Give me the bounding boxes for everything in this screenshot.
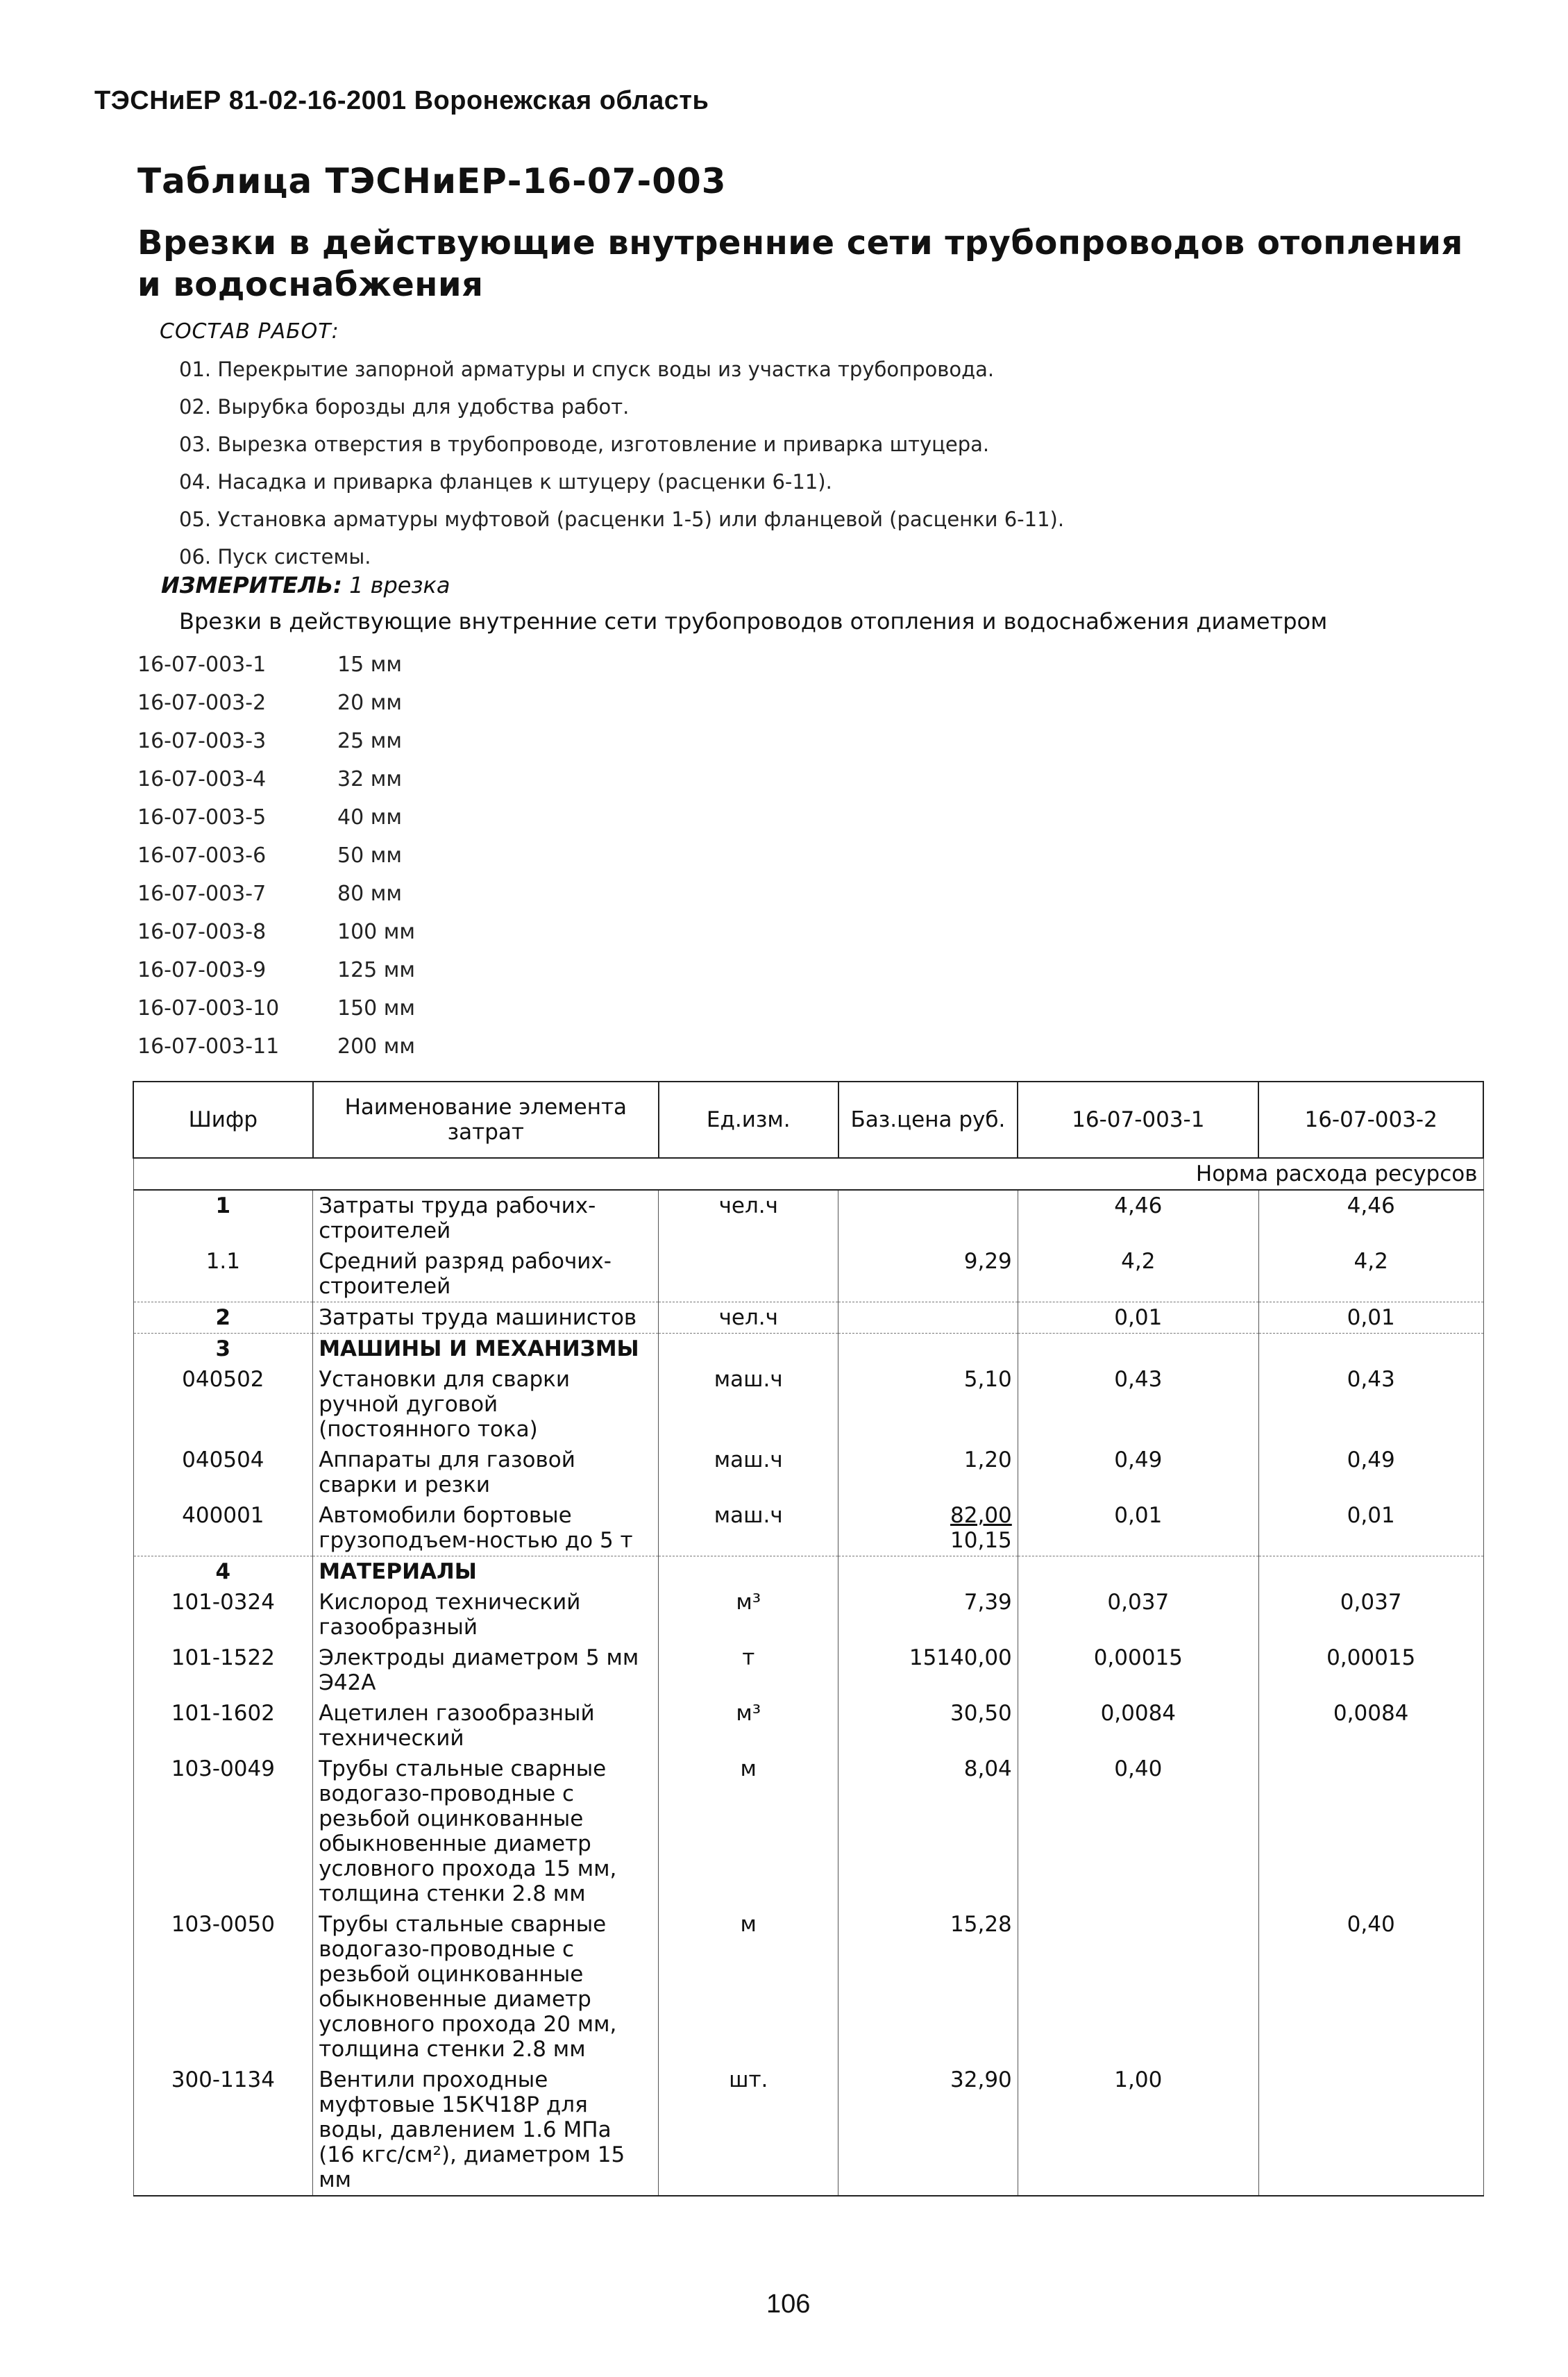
diameter-value: 40 мм xyxy=(337,805,402,830)
diameter-value: 150 мм xyxy=(337,996,416,1020)
cell-v2: 4,2 xyxy=(1258,1246,1483,1302)
table-row xyxy=(133,1246,1483,1302)
measure-value: 1 врезка xyxy=(349,572,450,598)
code-value: 16-07-003-6 xyxy=(137,843,267,868)
cell-code: 300-1134 xyxy=(133,2065,313,2196)
cell-price: 15140,00 xyxy=(838,1643,1018,1698)
cell-price xyxy=(838,1190,1018,1246)
cell-name: Аппараты для газовой сварки и резки xyxy=(313,1445,659,1500)
cell-v1: 0,49 xyxy=(1018,1445,1258,1500)
price-numerator: 82,00 xyxy=(950,1503,1012,1528)
work-item: 06. Пуск системы. xyxy=(179,545,371,569)
table-row xyxy=(133,1698,1483,1754)
table-row xyxy=(133,1556,1483,1588)
cell-v2: 0,01 xyxy=(1258,1302,1483,1334)
cell-unit xyxy=(659,1556,838,1588)
header-name: Наименование элемента затрат xyxy=(313,1082,659,1158)
code-row xyxy=(137,875,415,913)
cell-price: 32,90 xyxy=(838,2065,1018,2196)
cost-table xyxy=(133,1081,1484,2197)
diameter-value: 50 мм xyxy=(337,843,402,868)
cell-unit: чел.ч xyxy=(659,1302,838,1334)
header-v2: 16-07-003-2 xyxy=(1258,1082,1483,1158)
table-row xyxy=(133,1334,1483,1365)
measure-line xyxy=(161,572,450,598)
cell-v1: 0,43 xyxy=(1018,1364,1258,1445)
diameter-value: 200 мм xyxy=(337,1034,416,1059)
cell-price: 1,20 xyxy=(838,1445,1018,1500)
code-value: 16-07-003-7 xyxy=(137,882,267,906)
cell-code: 101-0324 xyxy=(133,1587,313,1643)
table-title: Таблица ТЭСНиЕР-16-07-003 xyxy=(137,161,727,201)
cell-code: 101-1602 xyxy=(133,1698,313,1754)
cell-v1: 0,40 xyxy=(1018,1754,1258,1909)
table-row xyxy=(133,1754,1483,1909)
diameter-value: 32 мм xyxy=(337,767,402,791)
cell-name: Ацетилен газообразный технический xyxy=(313,1698,659,1754)
cell-code: 101-1522 xyxy=(133,1643,313,1698)
cell-unit: м³ xyxy=(659,1587,838,1643)
cell-code: 2 xyxy=(133,1302,313,1334)
cell-unit: маш.ч xyxy=(659,1445,838,1500)
code-row xyxy=(137,760,415,798)
table-row xyxy=(133,2065,1483,2196)
table-row xyxy=(133,1190,1483,1246)
code-value: 16-07-003-1 xyxy=(137,653,267,677)
table-row xyxy=(133,1302,1483,1334)
cell-name: Затраты труда машинистов xyxy=(313,1302,659,1334)
cell-name: МАШИНЫ И МЕХАНИЗМЫ xyxy=(313,1334,659,1365)
cell-price: 15,28 xyxy=(838,1909,1018,2065)
diameter-value: 80 мм xyxy=(337,882,402,906)
section-title: Врезки в действующие внутренние сети трубопроводов отопления и водоснабжения xyxy=(137,224,1463,304)
work-item: 03. Вырезка отверстия в трубопроводе, изготовление и приварка штуцера. xyxy=(179,432,990,456)
cell-price: 9,29 xyxy=(838,1246,1018,1302)
cell-v2 xyxy=(1258,1556,1483,1588)
cell-v2: 0,40 xyxy=(1258,1909,1483,2065)
cell-v1 xyxy=(1018,1909,1258,2065)
cell-code: 1.1 xyxy=(133,1246,313,1302)
cell-unit: маш.ч xyxy=(659,1364,838,1445)
norm-row xyxy=(133,1158,1483,1190)
work-item: 02. Вырубка борозды для удобства работ. xyxy=(179,395,630,419)
cell-v1: 4,2 xyxy=(1018,1246,1258,1302)
work-item: 04. Насадка и приварка фланцев к штуцеру (расценки 6-11). xyxy=(179,470,832,494)
cell-v1: 0,01 xyxy=(1018,1500,1258,1556)
cell-name: Трубы стальные сварные водогазо-проводные с резьбой оцинкованные обыкновенные диаметр условного прохода 20 мм, толщина стенки 2.8 мм xyxy=(313,1909,659,2065)
diameter-value: 20 мм xyxy=(337,691,402,715)
cell-name: Электроды диаметром 5 мм Э42А xyxy=(313,1643,659,1698)
cell-code: 103-0050 xyxy=(133,1909,313,2065)
cell-name: МАТЕРИАЛЫ xyxy=(313,1556,659,1588)
cell-price xyxy=(838,1334,1018,1365)
code-row xyxy=(137,951,415,989)
cell-price: 5,10 xyxy=(838,1364,1018,1445)
cell-v1: 0,00015 xyxy=(1018,1643,1258,1698)
work-composition-list xyxy=(179,351,1064,576)
cell-v1 xyxy=(1018,1334,1258,1365)
code-value: 16-07-003-4 xyxy=(137,767,267,791)
diameter-value: 15 мм xyxy=(337,653,402,677)
cell-price xyxy=(838,1556,1018,1588)
cell-v1 xyxy=(1018,1556,1258,1588)
code-value: 16-07-003-11 xyxy=(137,1034,280,1059)
cell-name: Автомобили бортовые грузоподъем-ностью до 5 т xyxy=(313,1500,659,1556)
cell-v1: 0,037 xyxy=(1018,1587,1258,1643)
intro-text: Врезки в действующие внутренние сети трубопроводов отопления и водоснабжения диаметром xyxy=(179,608,1328,635)
cell-code: 040502 xyxy=(133,1364,313,1445)
cell-v2: 0,037 xyxy=(1258,1587,1483,1643)
table-row xyxy=(133,1445,1483,1500)
cell-price: 7,39 xyxy=(838,1587,1018,1643)
code-list xyxy=(137,646,415,1066)
cell-unit: м xyxy=(659,1754,838,1909)
code-row xyxy=(137,989,415,1027)
cell-v1: 1,00 xyxy=(1018,2065,1258,2196)
cell-unit: т xyxy=(659,1643,838,1698)
cell-unit: шт. xyxy=(659,2065,838,2196)
code-value: 16-07-003-10 xyxy=(137,996,280,1020)
table-row xyxy=(133,1364,1483,1445)
price-denominator: 10,15 xyxy=(950,1528,1012,1553)
header-unit: Ед.изм. xyxy=(659,1082,838,1158)
cell-price xyxy=(838,1302,1018,1334)
code-value: 16-07-003-5 xyxy=(137,805,267,830)
diameter-value: 100 мм xyxy=(337,920,416,944)
diameter-value: 125 мм xyxy=(337,958,416,982)
cell-v2: 0,0084 xyxy=(1258,1698,1483,1754)
code-row xyxy=(137,646,415,684)
cell-name: Затраты труда рабочих-строителей xyxy=(313,1190,659,1246)
cell-unit xyxy=(659,1334,838,1365)
norm-label: Норма расхода ресурсов xyxy=(1018,1158,1483,1190)
table-row xyxy=(133,1500,1483,1556)
cell-code: 040504 xyxy=(133,1445,313,1500)
cell-v1: 0,01 xyxy=(1018,1302,1258,1334)
header-v1: 16-07-003-1 xyxy=(1018,1082,1258,1158)
header-price: Баз.цена руб. xyxy=(838,1082,1018,1158)
work-composition-heading: СОСТАВ РАБОТ: xyxy=(160,319,339,344)
table-row xyxy=(133,1643,1483,1698)
cell-v2: 0,49 xyxy=(1258,1445,1483,1500)
table-header-row xyxy=(133,1082,1483,1158)
cell-code: 103-0049 xyxy=(133,1754,313,1909)
code-row xyxy=(137,1027,415,1066)
cell-unit: чел.ч xyxy=(659,1190,838,1246)
cell-v2 xyxy=(1258,1754,1483,1909)
cell-unit: м³ xyxy=(659,1698,838,1754)
code-row xyxy=(137,722,415,760)
work-item: 01. Перекрытие запорной арматуры и спуск воды из участка трубопровода. xyxy=(179,358,995,381)
header-code: Шифр xyxy=(133,1082,313,1158)
work-item: 05. Установка арматуры муфтовой (расценки 1-5) или фланцевой (расценки 6-11). xyxy=(179,507,1065,531)
cell-code: 1 xyxy=(133,1190,313,1246)
cell-name: Установки для сварки ручной дуговой (постоянного тока) xyxy=(313,1364,659,1445)
code-row xyxy=(137,684,415,722)
code-row xyxy=(137,913,415,951)
cell-price: 8,04 xyxy=(838,1754,1018,1909)
running-header: ТЭСНиЕР 81-02-16-2001 Воронежская область xyxy=(94,86,709,115)
cell-v1: 4,46 xyxy=(1018,1190,1258,1246)
code-value: 16-07-003-8 xyxy=(137,920,267,944)
cell-v2: 4,46 xyxy=(1258,1190,1483,1246)
cell-unit xyxy=(659,1246,838,1302)
diameter-value: 25 мм xyxy=(337,729,402,753)
code-row xyxy=(137,837,415,875)
code-row xyxy=(137,798,415,837)
cell-code: 400001 xyxy=(133,1500,313,1556)
page-number: 106 xyxy=(766,2290,811,2319)
cell-v2: 0,43 xyxy=(1258,1364,1483,1445)
cell-v1: 0,0084 xyxy=(1018,1698,1258,1754)
cell-price: 30,50 xyxy=(838,1698,1018,1754)
cell-name: Кислород технический газообразный xyxy=(313,1587,659,1643)
cell-price xyxy=(838,1500,1018,1556)
table-row xyxy=(133,1587,1483,1643)
cell-v2 xyxy=(1258,2065,1483,2196)
cell-code: 3 xyxy=(133,1334,313,1365)
cell-name: Средний разряд рабочих-строителей xyxy=(313,1246,659,1302)
cell-unit: маш.ч xyxy=(659,1500,838,1556)
cell-unit: м xyxy=(659,1909,838,2065)
cell-name: Вентили проходные муфтовые 15КЧ18Р для воды, давлением 1.6 МПа (16 кгс/см²), диаметром 15 мм xyxy=(313,2065,659,2196)
cell-name: Трубы стальные сварные водогазо-проводные с резьбой оцинкованные обыкновенные диаметр условного прохода 15 мм, толщина стенки 2.8 мм xyxy=(313,1754,659,1909)
cell-v2: 0,01 xyxy=(1258,1500,1483,1556)
cell-code: 4 xyxy=(133,1556,313,1588)
cell-v2 xyxy=(1258,1334,1483,1365)
code-value: 16-07-003-2 xyxy=(137,691,267,715)
table-row xyxy=(133,1909,1483,2065)
code-value: 16-07-003-9 xyxy=(137,958,267,982)
measure-label: ИЗМЕРИТЕЛЬ: xyxy=(161,572,342,598)
code-value: 16-07-003-3 xyxy=(137,729,267,753)
cell-v2: 0,00015 xyxy=(1258,1643,1483,1698)
